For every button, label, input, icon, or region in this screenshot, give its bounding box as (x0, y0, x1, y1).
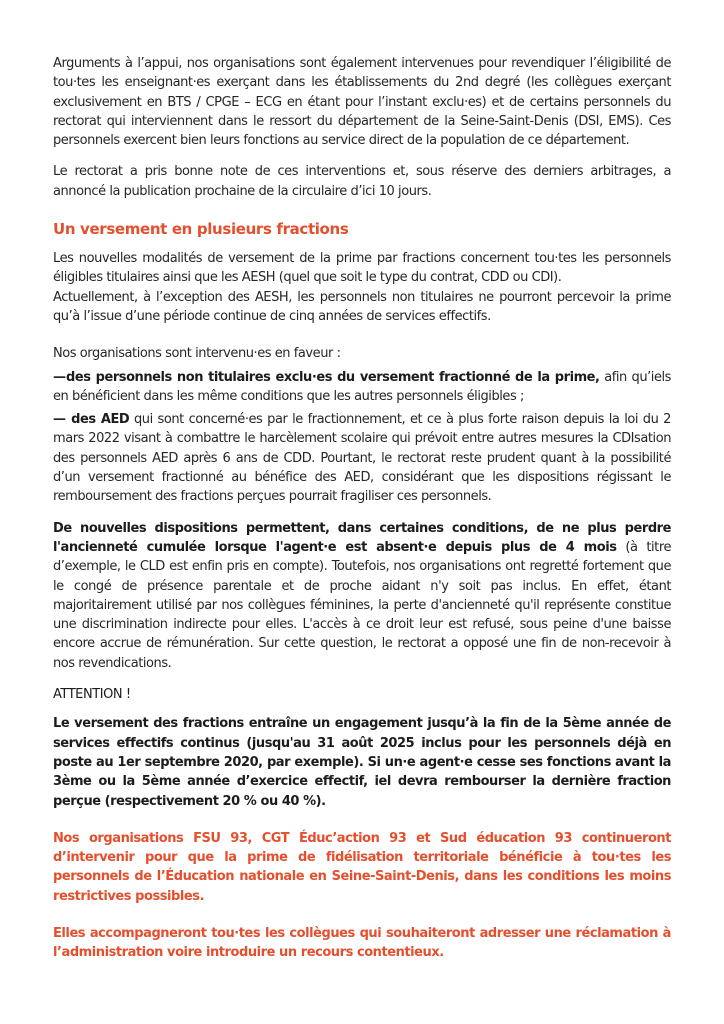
dash-bullet-icon: — (53, 369, 66, 385)
paragraph-rectorat: Le rectorat a pris bonne note de ces interventions et, sous réserve des derniers arbitrages, a annoncé la publication prochaine de la circulaire d’ici 10 jours. (53, 164, 671, 199)
paragraph-modalites: Les nouvelles modalités de versement de la prime par fractions concernent tou·tes les personnels éligibles titulaires ainsi que les AESH (quel que soit le type du contrat, CDD ou CDI). (53, 251, 671, 286)
bullet-bold-text: des AED (66, 412, 130, 428)
bullet-item (53, 368, 671, 407)
bullet-text: qui sont concerné·es par le fractionnement, et ce à plus forte raison depuis la loi du 2 mars 2022 visant à combattre le harcèlement scolaire qui prévoit entre autres mesures la CDIsation des personnels AED après 6 ans de CDD. Pourtant, le rectorat reste prudent quant à la possibilité d’un versement fractionné au bénéfice des AED, considérant que les dispositions régissant le remboursement des fractions perçues pourrait fragiliser ces personnels. (53, 412, 671, 505)
section-heading-fractions: Un versement en plusieurs fractions (53, 220, 349, 239)
paragraph-intervenu: Nos organisations sont intervenu·es en faveur : (53, 346, 341, 362)
dash-bullet-icon: — (53, 412, 66, 428)
dispositions-bold-text: De nouvelles dispositions permettent, dans certaines conditions, de ne plus perdre l'ancienneté cumulée lorsque l'agent·e est absent·e depuis plus de 4 mois (53, 520, 671, 555)
paragraph-dispositions (53, 519, 671, 673)
dispositions-text: (à titre d’exemple, le CLD est enfin pris en compte). Toutefois, nos organisations ont regretté fortement que le congé de présence parentale et de proche aidant n'y soit pas inclus. En effet, étant majoritairement utilisé par nos collègues féminines, la perte d'ancienneté qu'il représente constitue une discrimination indirecte pour elles. L'accès à ce droit leur est refusé, sous peine d'une baisse encore accrue de rémunération. Sur cette question, le rectorat a opposé une fin de non-recevoir à nos revendications. (53, 539, 671, 671)
attention-label: ATTENTION ! (53, 687, 131, 703)
paragraph-arguments: Arguments à l’appui, nos organisations sont également intervenues pour revendiquer l’éligibilité de tou·tes les enseignant·es exerçant dans les établissements du 2nd degré (les collègues exerçant exclusivement en BTS / CPGE – ECG en étant pour l’instant exclu·es) et de certains personnels du rectorat qui interviennent dans le ressort du département de la Seine-Saint-Denis (DSI, EMS). Ces personnels exercent bien leurs fonctions au service direct de la population de ce département. (53, 56, 671, 149)
bullet-text: afin qu’iels en bénéficient dans les même conditions que les autres personnels éligibles ; (53, 369, 671, 404)
bullet-item (53, 410, 671, 506)
bullet-bold-text: des personnels non titulaires exclu·es du versement fractionné de la prime, (66, 369, 600, 385)
paragraph-engagement: Le versement des fractions entraîne un engagement jusqu’à la fin de la 5ème année de services effectifs continus (jusqu'au 31 août 2025 inclus pour les personnels déjà en poste au 1er septembre 2020, par exemple). Si un·e agent·e cesse ses fonctions avant la 3ème ou la 5ème année d’exercice effectif, iel devra rembourser la dernière fraction perçue (respectivement 20 % ou 40 %). (53, 716, 671, 809)
paragraph-actuellement: Actuellement, à l’exception des AESH, les personnels non titulaires ne pourront percevoir la prime qu’à l’issue d’une période continue de cinq années de services effectifs. (53, 289, 671, 324)
paragraph-organisations: Nos organisations FSU 93, CGT Éduc’action 93 et Sud éducation 93 continueront d’intervenir pour que la prime de fidélisation territoriale bénéficie à tou·tes les personnels de l’Éducation nationale en Seine-Saint-Denis, dans les conditions les moins restrictives possibles. (53, 830, 671, 904)
paragraph-accompagneront: Elles accompagneront tou·tes les collègues qui souhaiteront adresser une réclamation à l’administration voire introduire un recours contentieux. (53, 925, 671, 961)
